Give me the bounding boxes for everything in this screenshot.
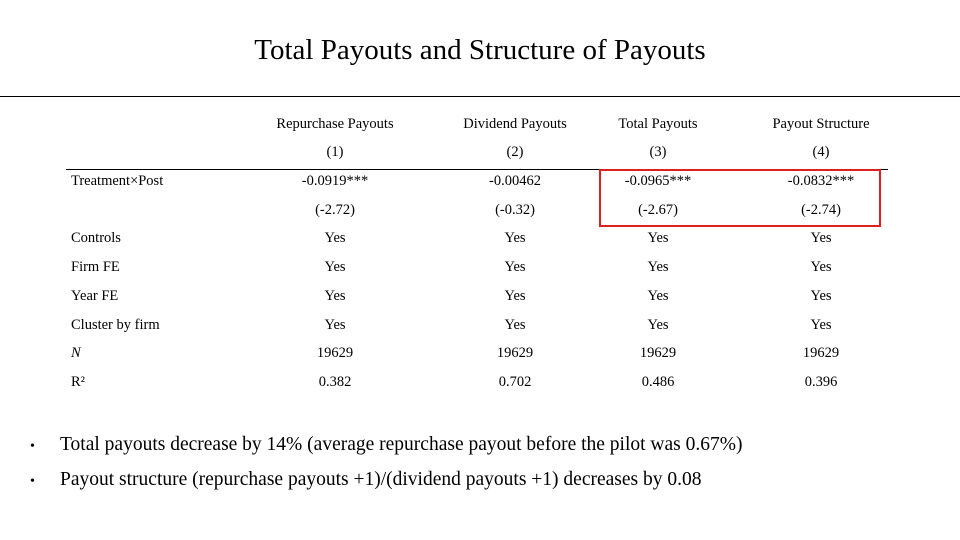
table-cell: -0.0965***: [624, 173, 692, 189]
slide-title: Total Payouts and Structure of Payouts: [254, 34, 706, 66]
table-cell: Yes: [504, 259, 526, 276]
table-cell: 0.486: [641, 373, 675, 390]
table-cell: 19629: [496, 345, 534, 362]
table-cell: (-2.67): [638, 201, 678, 218]
table-cell: Yes: [504, 287, 526, 304]
table-cell: (-2.74): [801, 201, 841, 218]
bullet-text: Payout structure (repurchase payouts +1)/(dividend payouts +1) decreases by 0.08: [60, 469, 702, 490]
table-cell: Yes: [504, 230, 526, 247]
table-cell: (-0.32): [495, 201, 535, 218]
table-cell: -0.0919***: [301, 173, 369, 189]
table-cell: Yes: [810, 287, 832, 304]
bullet-list: [30, 428, 743, 498]
table-cell: (-2.72): [315, 201, 355, 218]
table-cell: Yes: [810, 230, 832, 247]
row-label: Controls: [71, 230, 121, 247]
bullet-icon: •: [30, 439, 35, 454]
table-cell: -0.00462: [489, 173, 541, 189]
row-label: Firm FE: [71, 259, 120, 276]
row-label: Cluster by firm: [71, 316, 160, 333]
table-cell: -0.0832***: [787, 173, 855, 189]
table-cell: Yes: [810, 316, 832, 333]
table-cell: 19629: [639, 345, 677, 362]
table-cell: Yes: [324, 259, 346, 276]
table-cell: 19629: [802, 345, 840, 362]
bullet-item: [30, 428, 743, 463]
column-number: (1): [326, 144, 344, 160]
column-number: (4): [812, 144, 830, 160]
table-cell: Yes: [324, 316, 346, 333]
table-cell: 19629: [316, 345, 354, 362]
table-cell: Yes: [324, 230, 346, 247]
table-cell: Yes: [647, 259, 669, 276]
column-number: (3): [649, 144, 667, 160]
table-cell: Yes: [324, 287, 346, 304]
bullet-text: Total payouts decrease by 14% (average repurchase payout before the pilot was 0.67%): [60, 434, 743, 455]
row-label: Year FE: [71, 287, 119, 304]
table-cell: Yes: [647, 230, 669, 247]
column-header: Total Payouts: [618, 116, 698, 132]
column-number: (2): [506, 144, 524, 160]
column-header: Repurchase Payouts: [276, 116, 394, 132]
row-label: Treatment×Post: [71, 173, 164, 189]
row-label: N: [71, 345, 81, 362]
table-cell: 0.396: [804, 373, 838, 390]
table-cell: 0.382: [318, 373, 352, 390]
table-cell: Yes: [647, 316, 669, 333]
table-cell: Yes: [810, 259, 832, 276]
table-cell: Yes: [504, 316, 526, 333]
column-header: Dividend Payouts: [463, 116, 567, 132]
bullet-icon: •: [30, 474, 35, 489]
table-cell: Yes: [647, 287, 669, 304]
row-label: R²: [71, 373, 86, 390]
column-header: Payout Structure: [772, 116, 870, 132]
table-cell: 0.702: [498, 373, 532, 390]
bullet-item: [30, 463, 743, 498]
